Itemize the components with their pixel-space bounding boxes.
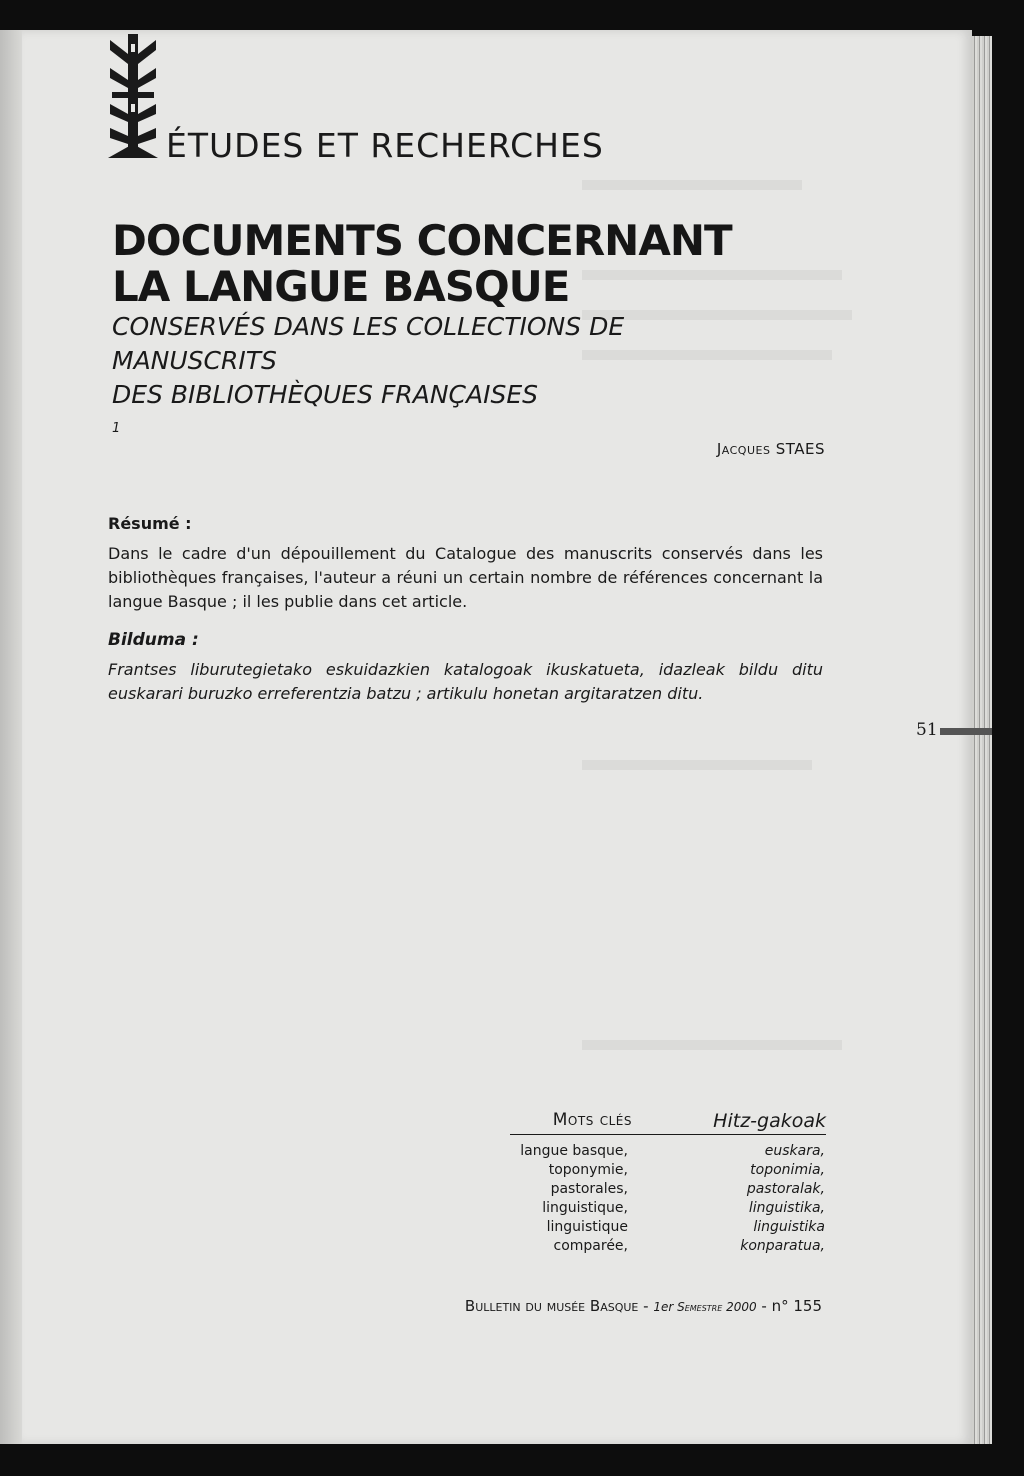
keyword-eu-item: euskara, [764,1143,825,1159]
page-number: 51 [916,720,938,740]
bilduma-text: Frantses liburutegietako eskuidazkien katalogoak ikuskatueta, idazleak bildu ditu euskarari buruzko erreferentzia batzu ; artikulu honetan argitaratzen ditu. [108,660,823,703]
keyword-fr-item: comparée, [553,1238,628,1254]
author-name: Jacques STAES [716,440,825,458]
issue-number: n° 155 [771,1297,822,1315]
keyword-fr-item: pastorales, [550,1181,628,1197]
page-marker-tab [940,728,992,735]
keyword-fr-item: langue basque, [520,1143,628,1159]
subtitle-line-1: CONSERVÉS DANS LES COLLECTIONS DE [112,312,625,341]
keyword-eu-item: linguistika [753,1219,825,1235]
journal-footer [465,1297,822,1315]
title-line-2: LA LANGUE BASQUE [112,262,570,311]
footer-separator: - [638,1297,654,1315]
subtitle-line-3-text: DES BIBLIOTHÈQUES FRANÇAISES [112,380,538,409]
keyword-eu-item: pastoralak, [746,1181,825,1197]
resume-text: Dans le cadre d'un dépouillement du Catalogue des manuscrits conservés dans les bibliothèques françaises, l'auteur a réuni un certain nombre de références concernant la langue Basque ; il les publie dans cet article. [108,544,823,611]
article-subtitle [112,310,624,450]
section-title: ÉTUDES ET RECHERCHES [166,126,604,165]
keyword-fr-item: linguistique [546,1219,628,1235]
title-line-1: DOCUMENTS CONCERNANT [112,216,732,265]
keyword-fr-item: linguistique, [542,1200,628,1216]
keyword-eu-item: linguistika, [748,1200,825,1216]
footnote-marker: 1 [112,421,121,436]
resume-label: Résumé : [108,514,192,533]
keyword-eu-item: konparatua, [740,1238,825,1254]
journal-name: Bulletin du musée Basque [464,1297,639,1315]
keywords-divider [510,1134,826,1135]
article-title [112,218,732,310]
keywords-fr-list [520,1142,628,1256]
subtitle-line-2: MANUSCRITS [112,346,277,375]
footer-separator: - [756,1297,772,1315]
subtitle-line-3 [112,378,624,450]
keyword-fr-item: toponymie, [548,1162,628,1178]
keywords-eu-header: Hitz-gakoak [713,1110,826,1132]
semester-number: 1er [653,1300,674,1314]
adjacent-page-edge [0,30,22,1444]
basque-ornament-icon [108,34,158,158]
keyword-eu-item: toponimia, [750,1162,825,1178]
bilduma-label: Bilduma : [108,630,199,650]
footer-semester [653,1300,756,1314]
keywords-fr-header: Mots clés [552,1110,632,1130]
semester-text: Semestre 2000 [673,1300,757,1314]
keywords-eu-list [740,1142,825,1256]
